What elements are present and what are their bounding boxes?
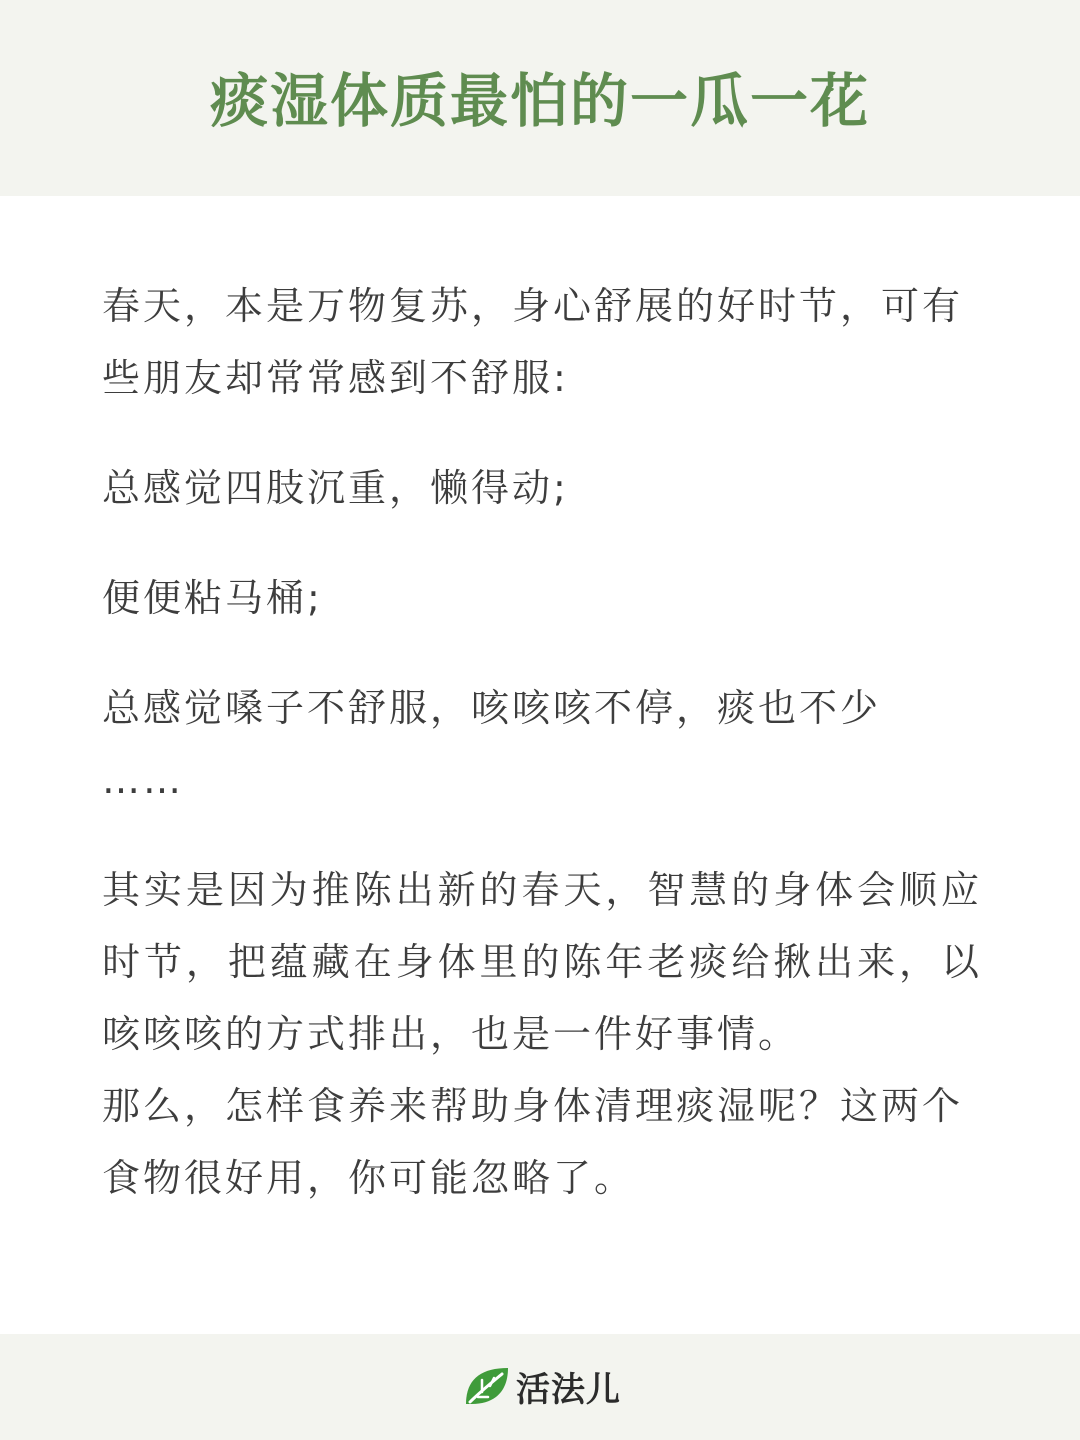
paragraph-intro: 春天，本是万物复苏，身心舒展的好时节，可有些朋友却常常感到不舒服: [102, 284, 964, 400]
paragraph-ellipsis: …… [102, 758, 184, 802]
brand-logo [462, 1354, 621, 1418]
paragraph-symptom-limbs: 总感觉四肢沉重，懒得动; [102, 466, 569, 510]
paragraph-symptom-throat: 总感觉嗓子不舒服，咳咳咳不停，痰也不少 [102, 686, 882, 730]
article-body [102, 270, 982, 1214]
page-title: 痰湿体质最怕的一瓜一花 [209, 67, 870, 135]
header-band [0, 0, 1080, 196]
leaf-icon [462, 1364, 512, 1408]
brand-name: 活法儿 [516, 1369, 621, 1410]
paragraph-explanation: 其实是因为推陈出新的春天，智慧的身体会顺应时节，把蕴藏在身体里的陈年老痰给揪出来，以咳咳咳的方式排出，也是一件好事情。 [102, 868, 982, 1056]
paragraph-symptom-stool: 便便粘马桶; [102, 576, 323, 620]
paragraph-question: 那么，怎样食养来帮助身体清理痰湿呢？这两个食物很好用，你可能忽略了。 [102, 1084, 964, 1200]
